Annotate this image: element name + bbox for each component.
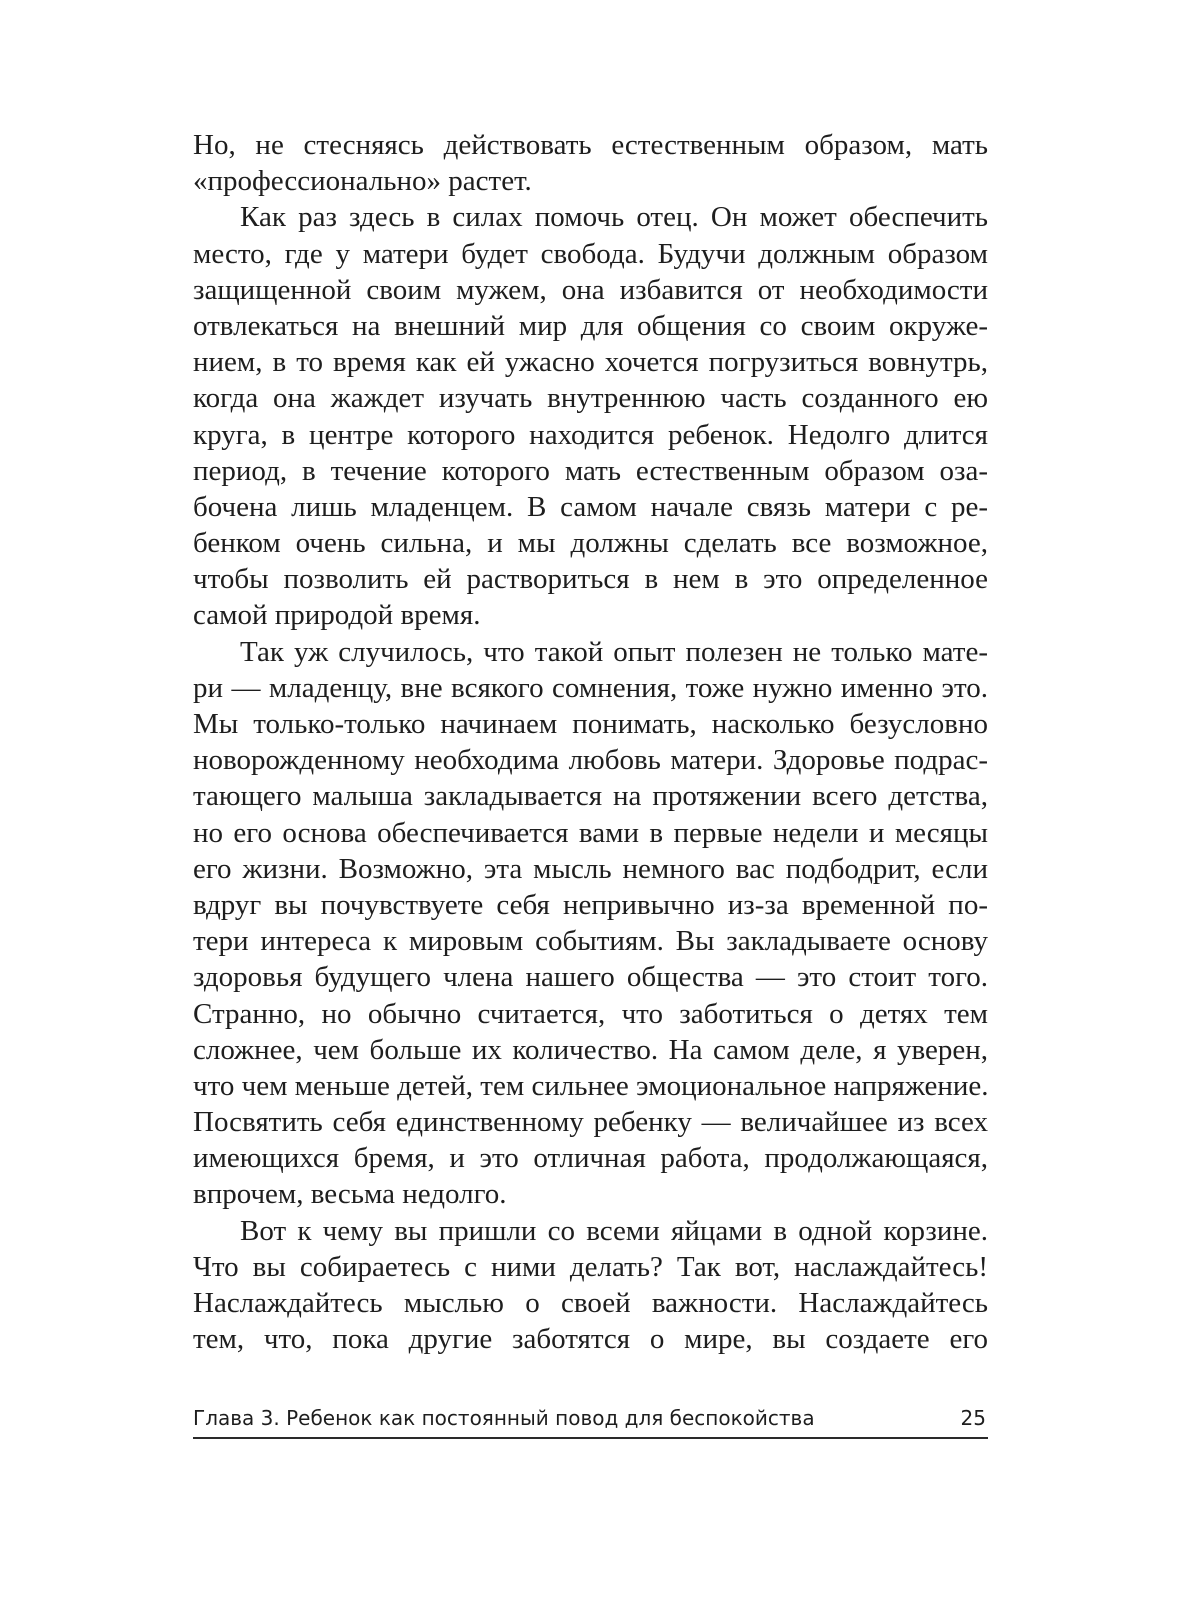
text-line: тающего малыша закладывается на протяжении всего детства, [193,780,988,813]
paragraph [193,199,988,633]
footer-divider [193,1437,988,1439]
text-line: отвлекаться на внешний мир для общения со своим окруже- [193,309,988,342]
page-number: 25 [960,1406,986,1430]
text-line: здоровья будущего члена нашего общества — это стоит того. [193,961,988,994]
text-line: нием, в то время как ей ужасно хочется погрузиться вовнутрь, [193,346,988,379]
text-line: когда она жаждет изучать внутреннюю часть созданного ею [193,382,988,415]
text-line: впрочем, весьма недолго. [193,1178,507,1211]
text-line: бенком очень сильна, и мы должны сделать все возможное, [193,527,988,560]
text-line: вдруг вы почувствуете себя непривычно из-за временной по- [193,888,988,921]
paragraph [193,634,988,1213]
text-line: Посвятить себя единственному ребенку — величайшее из всех [193,1106,988,1139]
text-line: место, где у матери будет свобода. Будучи должным образом [193,237,988,270]
text-line: Странно, но обычно считается, что заботиться о детях тем [193,997,988,1030]
text-line: но его основа обеспечивается вами в первые недели и месяцы [193,816,988,849]
paragraph [193,1213,988,1358]
text-line: Как раз здесь в силах помочь отец. Он может обеспечить [240,201,988,234]
text-line: Мы только-только начинаем понимать, насколько безусловно [193,708,988,740]
text-line: Вот к чему вы пришли со всеми яйцами в одной корзине. [240,1214,988,1247]
text-line: что чем меньше детей, тем сильнее эмоциональное напряжение. [193,1069,989,1102]
text-line: сложнее, чем больше их количество. На самом деле, я уверен, [193,1033,988,1066]
text-line: Так уж случилось, что такой опыт полезен не только мате- [240,635,988,668]
running-footer-chapter-title: Глава 3. Ребенок как постоянный повод для беспокойства [193,1406,815,1430]
text-line: самой природой время. [193,599,481,632]
page-body-text [193,127,988,1357]
text-line: тери интереса к мировым событиям. Вы закладываете основу [193,925,988,958]
text-line: тем, что, пока другие заботятся о мире, вы создаете его [193,1323,988,1356]
text-line: круга, в центре которого находится ребенок. Недолго длится [193,418,988,451]
text-line: Но, не стесняясь действовать естественным образом, мать [193,129,988,161]
text-line: бочена лишь младенцем. В самом начале связь матери с ре- [193,490,988,523]
text-line: защищенной своим мужем, она избавится от необходимости [193,273,988,306]
text-line: чтобы позволить ей раствориться в нем в это определенное [193,563,988,596]
text-line: Наслаждайтесь мыслью о своей важности. Наслаждайтесь [193,1287,988,1319]
text-line: ри — младенцу, вне всякого сомнения, тоже нужно именно это. [193,671,988,704]
text-line: его жизни. Возможно, эта мысль немного вас подбодрит, если [193,852,988,885]
text-line: новорожденному необходима любовь матери. Здоровье подрас- [193,744,988,777]
text-line: «профессионально» растет. [193,165,532,198]
text-line: период, в течение которого мать естественным образом оза- [193,454,988,487]
paragraph [193,127,988,199]
text-line: Что вы собираетесь с ними делать? Так вот, наслаждайтесь! [193,1250,988,1283]
text-line: имеющихся бремя, и это отличная работа, продолжающаяся, [193,1142,988,1175]
